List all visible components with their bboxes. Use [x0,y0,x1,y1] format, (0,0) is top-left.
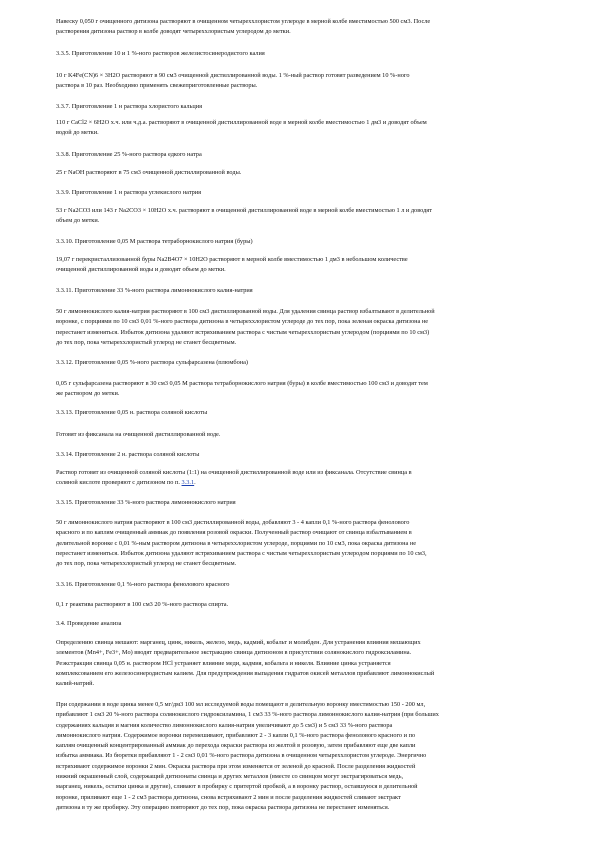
text-line: очищенной дистиллированной воды и доводят объем до метки. [56,266,226,274]
heading-3-3-5 [56,49,538,59]
text-line: встряхивают содержимое воронки 2 мин. Окраска раствора при этом изменяется от зеленой до красной. После разделения жидкостей [56,762,416,770]
text-line: Раствор готовят из очищенной соляной кислоты (1:1) на очищенной дистиллированной воде или из фиксанала. Отсутствие свинца в [56,469,412,476]
text-line: до тех пор, пока четыреххлористый углерод не станет бесцветным. [56,338,237,346]
text-line: каплям очищенный концентрированный аммиак до перехода окраски раствора из желтой в розовую, затем прибавляют еще две капли [56,742,416,750]
section-heading: 3.3.15. Приготовление 33 %-ного раствора лимоннокислого натрия [56,499,236,506]
paragraph-3-3-14 [56,468,538,489]
paragraph-3-4-interference [56,638,538,689]
text-line: делительной воронке с 0,01 %-ным раствором дитизона в четыреххлористом углероде, порциями по 10 см3, пока окраска дитизона не [56,539,417,547]
paragraph-3-3-12 [56,379,538,400]
text-line: растворения дитизона раствор в колбе доводят четыреххлористым углеродом до метки. [56,28,291,36]
text-line: избытка аммиака. Из бюретки прибавляют 1 - 2 см3 0,01 %-ного раствора дитизона в очищенном четыреххлористом углероде. Энергично [56,752,427,760]
text-line: 19,07 г перекристаллизованной буры Na2B4O7 × 10H2O растворяют в мерной колбе вместимостью 1 дм3 в небольшом количестве [56,256,408,263]
heading-3-3-15 [56,498,538,508]
text-line: Реэкстракция свинца 0,05 н. раствором HCl устраняет влияние меди, кадмия, кобальта и никеля. Влияние цинка устраняется [56,659,391,667]
text-line: 0,1 г реактива растворяют в 100 см3 20 %-ного раствора спирта. [56,601,229,608]
section-link-3-3-1[interactable]: 3.3.1 [181,479,195,487]
heading-3-4 [56,619,538,629]
text-line: объем до метки. [56,217,100,225]
section-heading: 3.3.13. Приготовление 0,05 н. раствора соляной кислоты [56,409,208,416]
text-line: Навеску 0,050 г очищенного дитизона растворяют в очищенном четыреххлористом углероде в мерной колбе вместимостью 500 см3. После [56,18,431,25]
heading-3-3-10 [56,237,538,247]
text-line: 0,05 г сульфарсазена растворяют в 30 см3 0,05 М раствора тетраборнокислого натрия (буры) в колбе вместимостью 100 см3 и доводят тем [56,380,428,387]
text-line: При содержании в воде цинка менее 0,5 мг/дм3 100 мл исследуемой воды помещают в делительную воронку вместимостью 150 - 200 мл, [56,701,426,708]
section-heading: 3.3.7. Приготовление 1 н раствора хлористого кальция [56,103,202,110]
paragraph-3-3-8 [56,168,538,178]
paragraph-3-3-16 [56,600,538,610]
heading-3-3-16 [56,580,538,590]
section-heading: 3.3.9. Приготовление 1 н раствора углекислого натрия [56,189,202,196]
text-line: красного и по каплям очищенный аммиак до появления розовой окраски. Полученный раствор очищают от свинца взбалтыванием в [56,529,412,537]
text-line: Готовят из фиксанала на очищенной дистиллированной воде. [56,431,221,438]
text-line: элементов (Mn4+, Fe3+, Mo) вводят предварительное экстракцию свинца дитизоном в присутствии солянокислого гидроксиламина. [56,649,412,657]
text-fragment: соляной кислоте проверяют с дитизоном по п. [56,479,182,487]
text-line: 53 г Na2CO3 или 143 г Na2CO3 × 10H2O х.ч. растворяют в очищенной дистиллированной воде в мерной колбе вместимостью 1 л и доводят [56,207,432,214]
section-heading: 3.3.14. Приготовление 2 н. раствора соляной кислоты [56,451,200,458]
text-line: калий-натрий. [56,680,95,688]
paragraph-3-3-15 [56,518,538,569]
text-line: прибавляют 1 см3 20 %-ного раствора солянокислого гидроксиламина, 1 см3 33 %-ного раствора лимоннокислого калия-натрия (при больших [56,711,439,719]
paragraph-3-3-5 [56,71,538,92]
text-fragment: . [194,479,196,487]
heading-3-3-13 [56,408,538,418]
text-line: нижний окрашенный слой, содержащий дитизонаты свинца и других металлов (вместе со свинцом могут экстрагироваться медь, [56,773,404,781]
section-heading: 3.3.5. Приготовление 10 и 1 %-ного растворов железистосинеродистого калия [56,50,265,57]
heading-3-3-11 [56,286,538,296]
text-line: Определению свинца мешают: марганец, цинк, никель, железо, медь, кадмий, кобальт и молибден. Для устранения влияния мешающих [56,639,421,646]
text-line: марганец, никель, остатки цинка и другие), сливают в пробирку с притертой пробкой, а в воронку раствор, оставшуюся в делительной [56,783,418,791]
text-line: 50 г лимоннокислого калия-натрия растворяют в 100 см3 дистиллированной воды. Для удаления свинца раствор взбалтывают в делительной [56,308,435,315]
text-line: перестанет изменяться. Избыток дитизона удаляют встряхиванием раствора с чистым четыреххлористым углеродом порциями по 10 см3, [56,549,427,557]
paragraph-3-3-11 [56,307,538,348]
heading-3-3-8 [56,150,538,160]
section-heading: 3.3.11. Приготовление 33 %-ного раствора лимоннокислого калия-натрия [56,287,253,294]
paragraph-3-3-7 [56,118,538,139]
text-line: до тех пор, пока четыреххлористый углерод не станет бесцветным. [56,560,237,568]
text-line: 10 г K4Fe(CN)6 × 3H2O растворяют в 90 см3 очищенной дистиллированной воды. 1 %-ный раствор готовят разведением 10 %-ного [56,72,410,79]
text-line: водой до метки. [56,129,99,137]
text-line: 25 г NaOH растворяют в 75 см3 очищенной дистиллированной воды. [56,169,242,176]
text-line: лимоннокислого натрия. Содержимое воронки перемешивают, прибавляют 2 - 3 капли 0,1 %-ного раствора фенолового красного и по [56,731,416,739]
section-heading: 3.3.16. Приготовление 0,1 %-ного раствора фенолового красного [56,581,230,588]
heading-3-3-9 [56,188,538,198]
section-heading: 3.4. Проведение анализа [56,620,122,627]
section-heading: 3.3.8. Приготовление 25 %-ного раствора едкого натра [56,151,202,158]
text-line: перестанет изменяться. Избыток дитизона удаляют встряхиванием раствора с чистым четыреххлористым углеродом (порциями по 10 см3) [56,328,430,336]
paragraph-3-3-13 [56,430,538,440]
paragraph-3-3-10 [56,255,538,276]
section-heading: 3.3.10. Приготовление 0,05 М раствора тетраборнокислого натрия (буры) [56,238,253,245]
text-line: комплексованием его железосинеродистым калием. Для предупреждения выпадения гидратов окисей металлов прибавляют лимоннокислый [56,669,435,677]
text-line: воронке, с порциями по 10 см3 0,01 %-ного раствора дитизона в четыреххлористом углероде до тех пор, пока зеленая окраска дитизона не [56,318,429,326]
paragraph-lead-dithizone [56,17,538,38]
text-line: воронке, приливают еще 1 - 2 см3 раствора дитизона, снова встряхивают 2 мин и после разделения жидкостей сливают экстракт [56,793,401,801]
text-line [56,478,538,488]
heading-3-3-12 [56,358,538,368]
text-line: же раствором до метки. [56,390,120,398]
text-line: 110 г CaCl2 × 6H2O х.ч. или ч.д.а. растворяют в очищенной дистиллированной воде в мерной колбе вместимостью 1 дм3 и доводят объем [56,119,427,126]
text-line: 50 г лимоннокислого натрия растворяют в 100 см3 дистиллированной воды, добавляют 3 - 4 капли 0,1 %-ного раствора фенолового [56,519,410,526]
text-line: раствора в 10 раз. Необходимо применять свежеприготовленные растворы. [56,82,258,90]
heading-3-3-14 [56,450,538,460]
text-line: дитизона в ту же пробирку. Эту операцию повторяют до тех пор, пока окраска раствора дитизона не перестанет изменяться. [56,803,390,811]
text-line: содержаниях кальция и магния количество лимоннокислого калия-натрия увеличивают до 5 см3) и 5 см3 33 %-ного раствора [56,721,393,729]
heading-3-3-7 [56,102,538,112]
paragraph-3-3-9 [56,206,538,227]
section-heading: 3.3.12. Приготовление 0,05 %-ного раствора сульфарсазена (плюмбона) [56,359,249,366]
paragraph-3-4-procedure [56,700,538,813]
